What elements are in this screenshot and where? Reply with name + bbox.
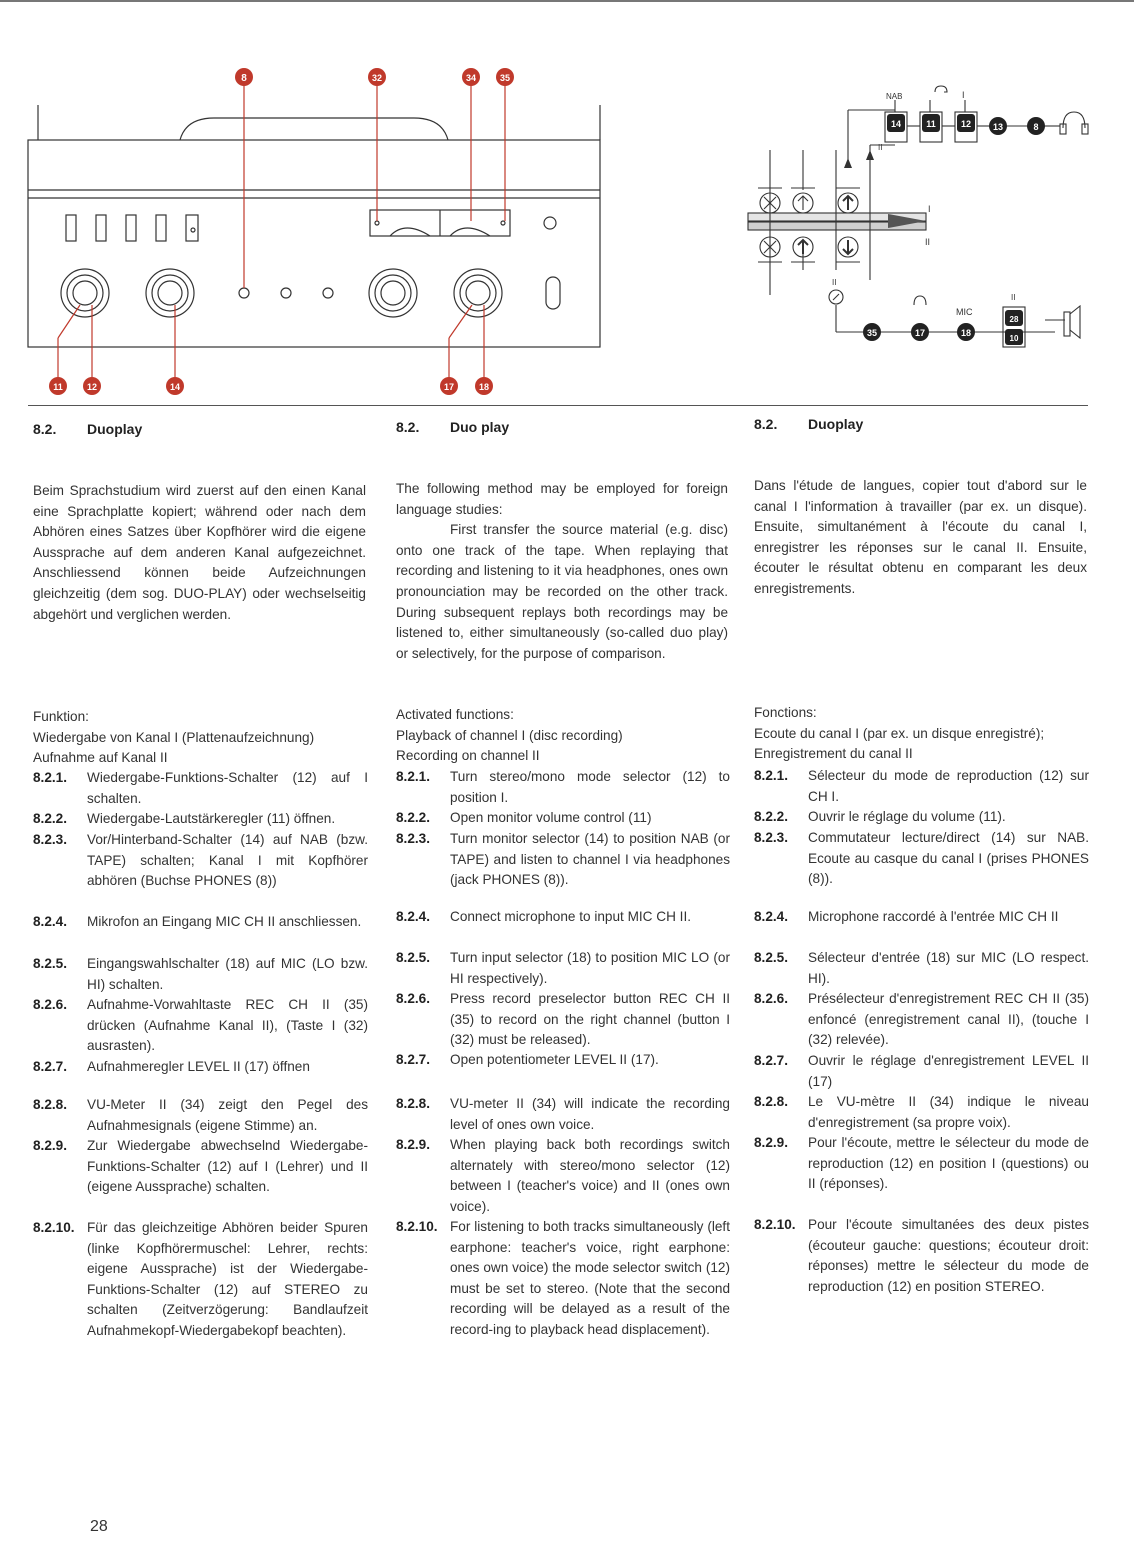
de-func-line: Wiedergabe von Kanal I (Plattenaufzeichnung) <box>33 729 315 745</box>
fr-func-line: Ecoute du canal I (par ex. un disque enregistré); <box>754 725 1045 741</box>
fr-functions <box>754 703 1089 765</box>
svg-text:35: 35 <box>499 73 511 83</box>
svg-text:MIC: MIC <box>956 307 973 317</box>
de-functions <box>33 707 368 769</box>
svg-text:35: 35 <box>866 328 878 338</box>
fr-func-title: Fonctions: <box>754 705 817 720</box>
svg-text:17: 17 <box>443 382 455 392</box>
en-heading: 8.2. Duo play <box>396 419 510 435</box>
front-panel-drawing <box>28 105 600 347</box>
en-func-title: Activated functions: <box>396 707 514 722</box>
svg-text:12: 12 <box>960 119 972 129</box>
svg-text:28: 28 <box>1009 315 1019 324</box>
de-intro: Beim Sprachstudium wird zuerst auf den einen Kanal eine Sprachplatte kopiert; während oder nach dem Abhören eines Satzes über Kopfhörer wird die eigene Aussprache auf dem anderen Kanal aufgezeichnet. Anschliessend können beide Aufzeichnungen gleichzeitig (dem sog. DUO-PLAY) oder wechselseitig abgehört und verglichen werden. <box>33 483 366 622</box>
svg-text:18: 18 <box>478 382 490 392</box>
fr-func-line: Enregistrement du canal II <box>754 746 913 762</box>
figure <box>0 0 1134 400</box>
svg-text:II: II <box>832 278 837 287</box>
en-func-line: Playback of channel I (disc recording) <box>396 727 623 743</box>
svg-text:NAB: NAB <box>886 92 903 101</box>
chain-top <box>887 114 1045 135</box>
svg-text:34: 34 <box>465 73 477 83</box>
svg-text:14: 14 <box>890 119 902 129</box>
callout-32 <box>368 68 386 86</box>
svg-text:13: 13 <box>992 122 1004 132</box>
callouts-top <box>235 68 514 86</box>
callout-35 <box>496 68 514 86</box>
callout-14 <box>166 377 184 395</box>
svg-text:18: 18 <box>960 328 972 338</box>
svg-text:I: I <box>962 90 965 100</box>
svg-text:I: I <box>928 204 931 214</box>
page-number: 28 <box>90 1518 108 1535</box>
svg-text:17: 17 <box>914 328 926 338</box>
svg-text:II: II <box>925 237 931 247</box>
svg-text:11: 11 <box>53 382 63 392</box>
signal-diagram <box>748 86 1088 347</box>
callout-8 <box>235 68 253 86</box>
de-func-title: Funktion: <box>33 709 89 724</box>
svg-text:II: II <box>1011 293 1016 302</box>
en-functions <box>396 705 731 767</box>
en-intro: The following method may be employed for foreign language studies: First transfer the source material (e.g. disc) onto one track of the tape. When replaying that recording and listening to it via headphones, ones own pronounciation may be recorded on the other track. During subsequent replays both recordings may be listened to, either simultaneously (so-called duo play) or selectively, for the purpose of comparison. <box>396 481 728 661</box>
svg-text:10: 10 <box>1009 334 1019 343</box>
en-func-line: Recording on channel II <box>396 748 540 764</box>
svg-text:8: 8 <box>241 73 247 84</box>
svg-text:8: 8 <box>1033 122 1039 132</box>
fr-intro: Dans l'étude de langues, copier tout d'abord sur le canal I l'information à travailler (par ex. un disque). Ensuite, simultanément à l'écoute du canal I, enregistrer les réponses sur le canal II. Ensuite, écouter le résultat obtenu en comparant les deux enregistrements. <box>754 478 1087 596</box>
callout-18 <box>475 377 493 395</box>
svg-text:11: 11 <box>926 119 936 129</box>
fr-heading: 8.2. Duoplay <box>754 416 864 432</box>
de-func-line: Aufnahme auf Kanal II <box>33 750 168 766</box>
callouts-bottom <box>49 377 493 395</box>
svg-text:12: 12 <box>86 382 98 392</box>
section-rule <box>28 405 1088 406</box>
svg-text:32: 32 <box>371 73 383 83</box>
chain-bottom <box>863 310 1023 345</box>
svg-text:14: 14 <box>169 382 181 392</box>
callout-12 <box>83 377 101 395</box>
callout-17 <box>440 377 458 395</box>
callout-11 <box>49 377 67 395</box>
svg-text:II: II <box>878 143 883 152</box>
de-heading: 8.2. Duoplay <box>33 421 143 437</box>
callout-leaders <box>58 85 505 378</box>
callout-34 <box>462 68 480 86</box>
